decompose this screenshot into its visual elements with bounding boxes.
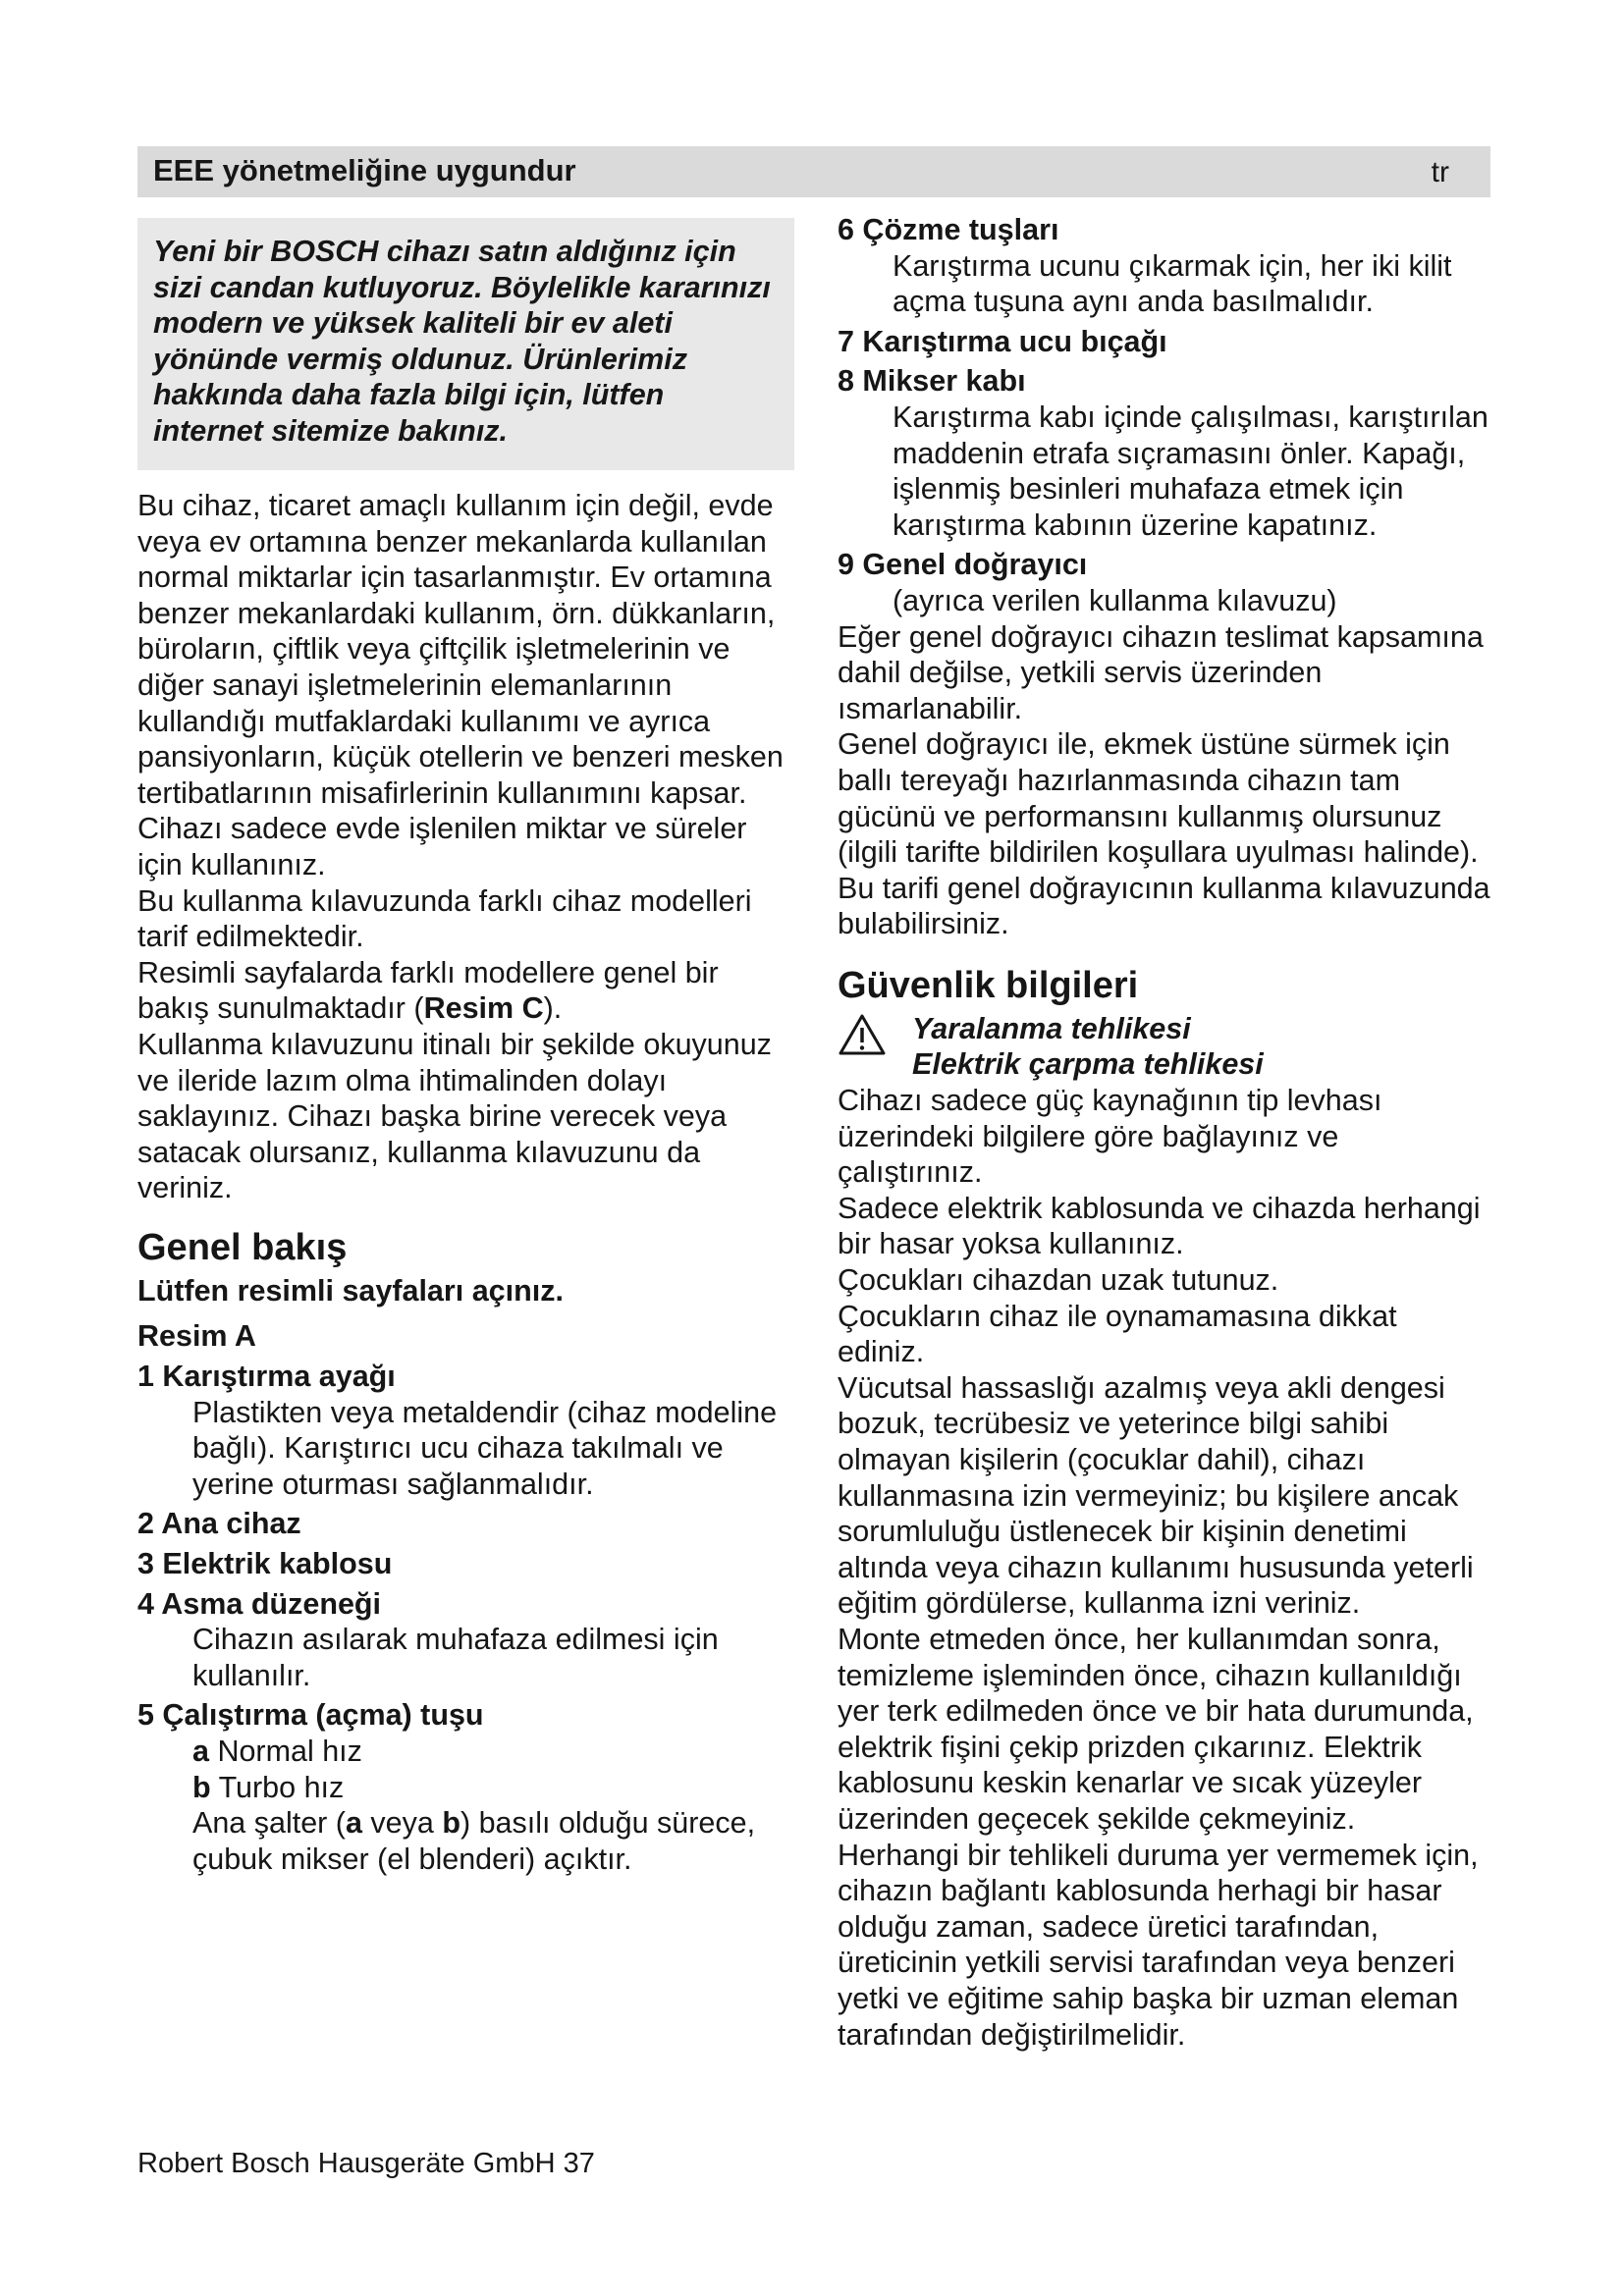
item-body: (ayrıca verilen kullanma kılavuzu) <box>893 583 1337 617</box>
text-span: b <box>442 1806 460 1841</box>
header-bar <box>137 146 1490 197</box>
usage-text <box>137 488 790 1206</box>
list-item <box>137 1506 790 1542</box>
list-item <box>838 324 1490 360</box>
paragraph: Bu cihaz, ticaret amaçlı kullanım için değil, evde veya ev ortamına benzer mekanlarda kullanılan normal miktarlar için tasarlanmıştır. Ev ortamına benzer mekanlardaki kullanım, örn. dükkanların, büroların, çiftlik veya çiftçilik işletmelerinin ve diğer sanayi işletmelerinin elemanlarının kullandığı mutfaklardaki kullanımı ve ayrıca pansiyonların, küçük otellerin ve benzeri mesken tertibatlarının misafirlerinin kullanımını kapsar. <box>137 489 784 810</box>
right-column <box>838 212 1490 2053</box>
figure-label: Resim A <box>137 1319 256 1354</box>
item-title: 6 Çözme tuşları <box>838 213 1059 246</box>
item-title: 7 Karıştırma ucu bıçağı <box>838 324 1167 358</box>
sub-item-text: Turbo hız <box>210 1770 345 1804</box>
paragraph: Eğer genel doğrayıcı cihazın teslimat kapsamına dahil değilse, yetkili servis üzerinden ısmarlanabilir. <box>838 619 1484 725</box>
left-column <box>137 218 790 1877</box>
paragraph: Genel doğrayıcı ile, ekmek üstüne sürmek için ballı tereyağı hazırlanmasında cihazın tam gücünü ve performansını kullanmış olursunuz (ilgili tarifte bildirilen koşullara uyulması halinde). Bu tarifi genel doğrayıcının kullanma kılavuzunda bulabilirsiniz. <box>838 727 1490 941</box>
warning-electric: Elektrik çarpma tehlikesi <box>912 1047 1264 1082</box>
text-span: ). <box>543 991 563 1026</box>
section-title-safety: Güvenlik bilgileri <box>838 964 1139 1006</box>
section-title-overview: Genel bakış <box>137 1226 348 1268</box>
text-span: veya <box>361 1806 443 1841</box>
text-span: ) basılı olduğu sürece, çubuk mikser (el blenderi) açıktır. <box>192 1806 756 1876</box>
item-body: Cihazın asılarak muhafaza edilmesi için kullanılır. <box>192 1623 719 1692</box>
paragraph: Monte etmeden önce, her kullanımdan sonra, temizleme işleminden önce, cihazın kullanıldığı yer terk edilmeden önce ve bir hata durumunda, elektrik fişini çekip prizden çıkarınız. Elektrik kablosunu keskin kenarlar ve sıcak yüzeyler üzerinden geçecek şekilde çekmeyiniz. <box>838 1622 1474 1836</box>
paragraph: Sadece elektrik kablosunda ve cihazda herhangi bir hasar yoksa kullanınız. <box>838 1191 1481 1261</box>
warning-block <box>838 1011 1490 1083</box>
list-item <box>838 212 1490 320</box>
item-title: 3 Elektrik kablosu <box>137 1547 393 1581</box>
item-title: 5 Çalıştırma (açma) tuşu <box>137 1698 484 1733</box>
paragraph: Çocukları cihazdan uzak tutunuz. <box>838 1263 1279 1298</box>
sub-item-text: Normal hız <box>208 1735 362 1768</box>
item-title: 9 Genel doğrayıcı <box>838 548 1088 582</box>
paragraph: Cihazı sadece güç kaynağının tip levhası üzerindeki bilgilere göre bağlayınız ve çalıştırınız. <box>838 1084 1382 1190</box>
paragraph: Cihazı sadece evde işlenilen miktar ve süreler için kullanınız. <box>137 812 747 881</box>
list-item <box>137 1546 790 1582</box>
text-span: a <box>345 1806 362 1841</box>
item-body: Karıştırma ucunu çıkarmak için, her iki kilit açma tuşuna aynı anda basılmalıdır. <box>893 248 1452 319</box>
overview-subtitle: Lütfen resimli sayfaları açınız. <box>137 1273 564 1308</box>
item-title: 2 Ana cihaz <box>137 1507 301 1541</box>
item-title: 8 Mikser kabı <box>838 364 1026 399</box>
paragraph: Vücutsal hassaslığı azalmış veya akli dengesi bozuk, tecrübesiz ve yeterince bilgi sahibi olmayan kişilerin (çocuklar dahil), cihazı kullanmasına izin vermeyiniz; bu kişilere ancak sorumluluğu üstlenecek bir kişinin denetimi altında veya cihazın kullanımı hususunda yeterli eğitim gördülerse, kullanma izni veriniz. <box>838 1370 1474 1621</box>
warning-injury: Yaralanma tehlikesi <box>912 1011 1191 1045</box>
intro-box: Yeni bir BOSCH cihazı satın aldığınız için sizi candan kutluyoruz. Böylelikle kararınızı modern ve yüksek kaliteli bir ev aleti yönünde vermiş oldunuz. Ürünlerimiz hakkında daha fazla bilgi için, lütfen internet sitemize bakınız. <box>137 218 794 470</box>
text-span: Ana şalter ( <box>192 1806 346 1841</box>
list-item <box>137 1359 790 1502</box>
paragraph: Kullanma kılavuzunu itinalı bir şekilde okuyunuz ve ileride lazım olma ihtimalinden dolayı saklayınız. Cihazı başka birine verecek veya satacak olursanız, kullanma kılavuzunu da veriniz. <box>137 1027 772 1205</box>
sub-item-letter: a <box>192 1735 209 1768</box>
item-title: 1 Karıştırma ayağı <box>137 1360 396 1394</box>
language-code: tr <box>1431 156 1449 188</box>
paragraph: Herhangi bir tehlikeli duruma yer vermemek için, cihazın bağlantı kablosunda herhagi bir hasar olduğu zaman, sadece üretici tarafından, üreticinin yetkili servisi tarafından veya benzeri yetki ve eğitime sahip başka bir uzman eleman tarafından değiştirilmelidir. <box>838 1838 1479 2052</box>
sub-item <box>192 1734 790 1770</box>
sub-item <box>192 1770 790 1806</box>
text-span: Resimli sayfalarda farklı modellere genel bir bakış sunulmaktadır ( <box>137 955 719 1026</box>
paragraph: Çocukların cihaz ile oynamamasına dikkat ediniz. <box>838 1299 1397 1369</box>
list-item <box>838 363 1490 543</box>
warning-triangle-icon <box>838 1013 887 1056</box>
item-body: Plastikten veya metaldendir (cihaz modeline bağlı). Karıştırıcı ucu cihaza takılmalı ve yerine oturması sağlanmalıdır. <box>192 1395 778 1501</box>
item-body <box>192 1734 790 1877</box>
sub-item-letter: b <box>192 1770 211 1804</box>
sub-item-note <box>192 1805 790 1877</box>
list-item <box>137 1586 790 1694</box>
list-item <box>137 1697 790 1877</box>
list-item <box>838 547 1490 618</box>
paragraph-resim <box>137 955 790 1027</box>
paragraph: Bu kullanma kılavuzunda farklı cihaz modelleri tarif edilmektedir. <box>137 883 752 954</box>
page-footer: Robert Bosch Hausgeräte GmbH 37 <box>137 2148 595 2179</box>
header-title: EEE yönetmeliğine uygundur <box>153 153 576 187</box>
item-body: Karıştırma kabı içinde çalışılması, karıştırılan maddenin etrafa sıçramasını önler. Kapağı, işlenmiş besinleri muhafaza etmek için karıştırma kabının üzerine kapatınız. <box>893 400 1489 542</box>
figure-reference: Resim C <box>423 991 544 1026</box>
item-title: 4 Asma düzeneği <box>137 1586 382 1621</box>
